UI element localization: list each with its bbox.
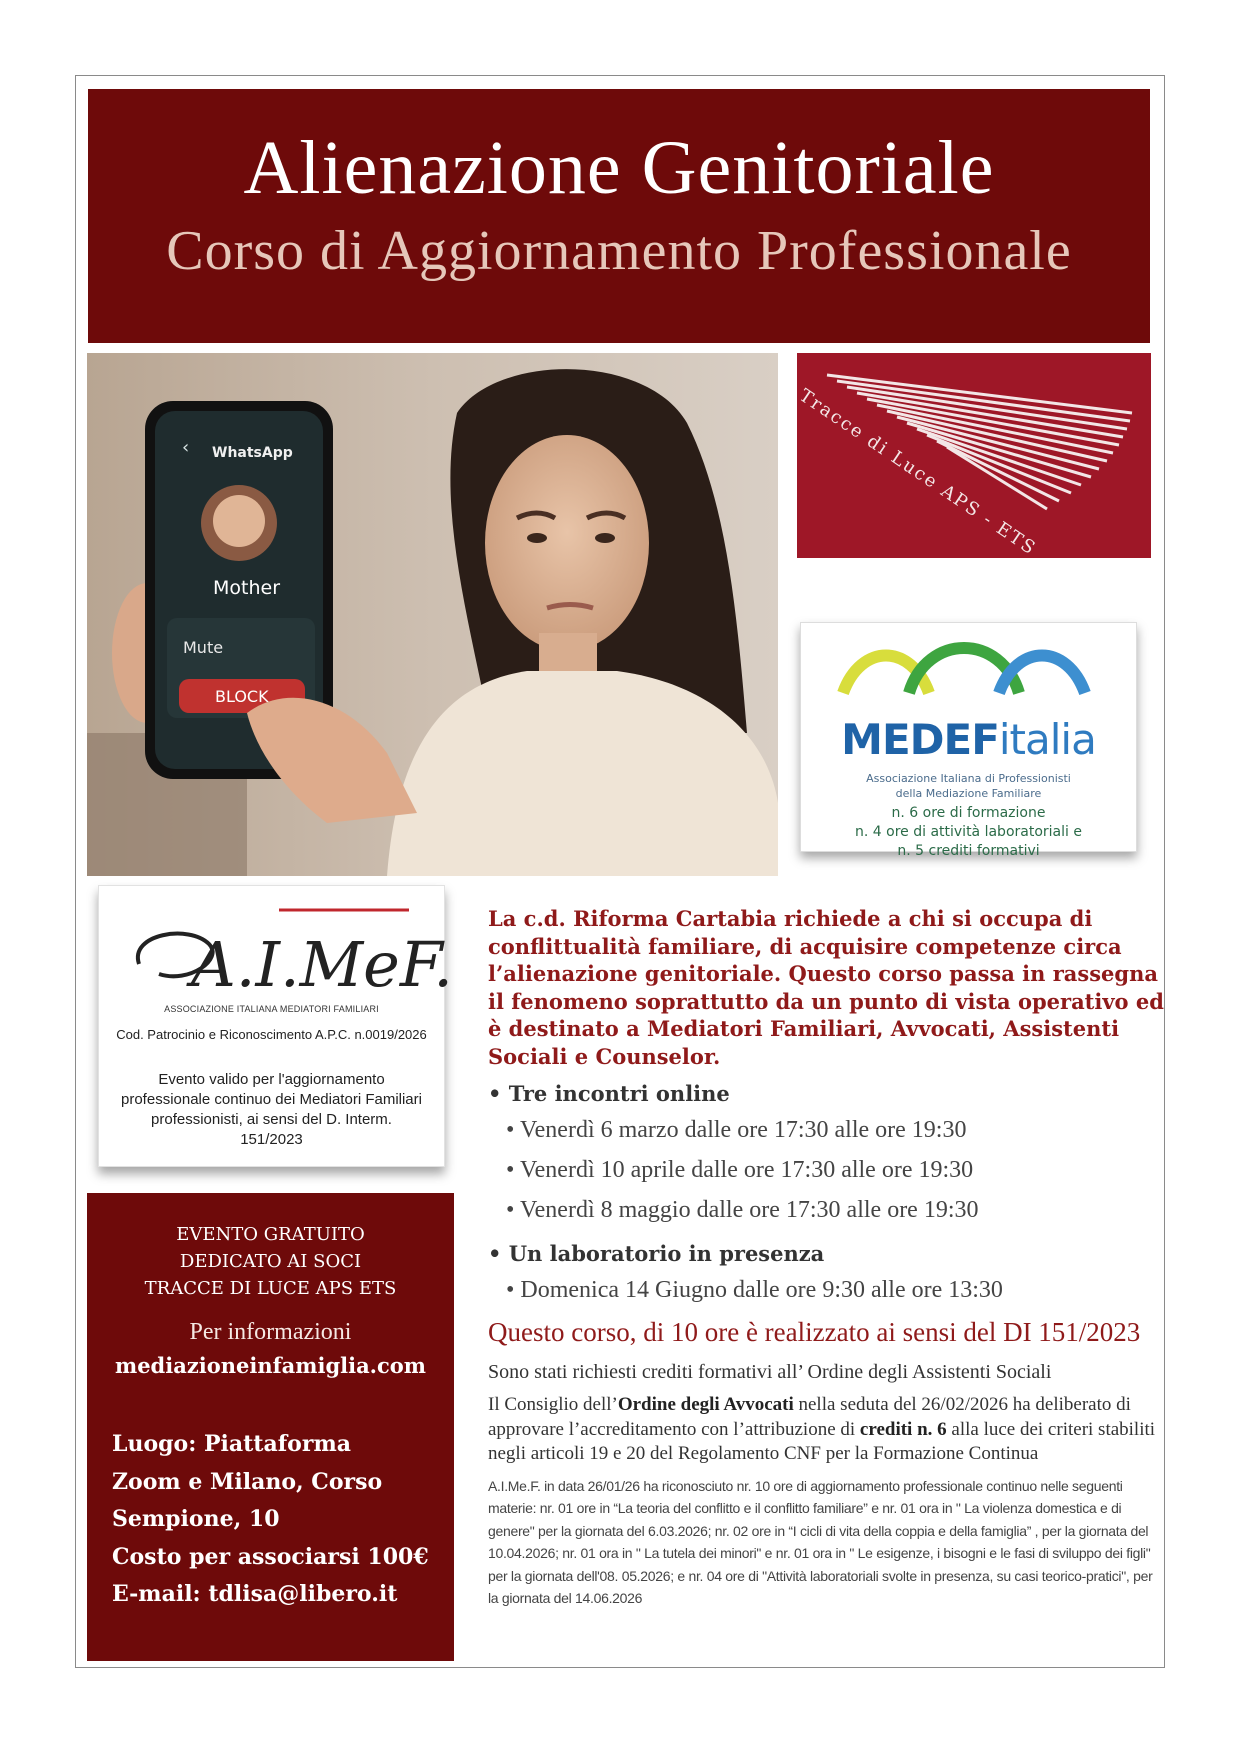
date-item: • Domenica 14 Giugno dalle ore 9:30 alle ore 13:30	[506, 1277, 1003, 1303]
lab-heading: • Un laboratorio in presenza	[488, 1241, 825, 1266]
aimef-card	[98, 885, 453, 1167]
date-item: • Venerdì 6 marzo dalle ore 17:30 alle ore 19:30	[506, 1117, 967, 1143]
info-label: Per informazioni	[189, 1319, 352, 1345]
medef-logo-text: MEDEFitalia	[841, 715, 1096, 764]
medef-italia-card	[800, 622, 1137, 859]
tracce-di-luce-logo	[797, 353, 1151, 558]
avvocati-accreditation: Il Consiglio dell’Ordine degli Avvocati nella seduta del 26/02/2026 ha deliberato di approvare l’accreditamento con l’attribuzione di crediti n. 6 alla luce dei criteri stabiliti negli articoli 19 e 20 del Regolamento CNF per la Formazione Continua	[488, 1394, 1156, 1464]
date-item: • Venerdì 8 maggio dalle ore 17:30 alle ore 19:30	[506, 1197, 979, 1223]
aimef-association: ASSOCIAZIONE ITALIANA MEDIATORI FAMILIARI	[164, 1004, 379, 1014]
mute-label: Mute	[183, 638, 224, 657]
whatsapp-label: WhatsApp	[212, 445, 293, 461]
aimef-recognition-note: A.I.Me.F. in data 26/01/26 ha riconosciuto nr. 10 ore di aggiornamento professionale continuo nelle seguenti materie: nr. 01 ore in “La teoria del conflitto e il conflitto familiare” e nr. 01 ora in " La violenza domestica e di genere" per la giornata del 6.03.2026; nr. 02 ore in “I cicli di vita della coppia e della famiglia” , per la giornata del 10.04.2026; nr. 01 ora in " La tutela dei minori" e nr. 01 ora in " Le esigenze, i bisogni e le fasi di sviluppo dei figli" per la giornata dell'08. 05.2026; e nr. 04 ore di "Attività laboratoriali svolte in presenza, su casi teorico-pratici", per la giornata del 14.06.2026	[488, 1477, 1153, 1606]
sunburst-lines-icon	[797, 353, 1151, 558]
online-heading: • Tre incontri online	[488, 1081, 730, 1106]
credits-request: Sono stati richiesti crediti formativi all’ Ordine degli Assistenti Sociali	[488, 1361, 1052, 1383]
hero-photo	[87, 353, 778, 876]
free-event-notice: EVENTO GRATUITO DEDICATO AI SOCI TRACCE DI LUCE APS ETS	[144, 1224, 397, 1299]
aimef-code: Cod. Patrocinio e Riconoscimento A.P.C. n.0019/2026	[116, 1027, 427, 1042]
svg-text:‹: ‹	[182, 437, 190, 458]
email-link[interactable]: E-mail: tdlisa@libero.it	[112, 1581, 398, 1607]
intro-paragraph: La c.d. Riforma Cartabia richiede a chi si occupa di conflittualità familiare, di acquisire competenze circa l’alienazione genitoriale. Questo corso passa in rassegna il fenomeno soprattutto da un punto di vista operativo ed è destinato a Mediatori Familiari, Avvocati, Assistenti Sociali e Counselor.	[488, 906, 1164, 1069]
tracce-logo-text: Tracce di Luce APS - ETS	[795, 385, 1041, 560]
event-details: Luogo: Piattaforma Zoom e Milano, Corso Sempione, 10 Costo per associarsi 100€ E-mail: tdlisa@libero.it	[112, 1426, 442, 1614]
lab-dates	[506, 1270, 1166, 1310]
hero-photo-illustration	[87, 353, 778, 876]
aimef-validity: Evento valido per l'aggiornamento professionale continuo dei Mediatori Familiari professionisti, ai sensi del D. Interm. 151/2023	[121, 1071, 422, 1148]
website-link[interactable]: mediazioneinfamiglia.com	[114, 1353, 427, 1378]
date-item: • Venerdì 10 aprile dalle ore 17:30 alle ore 19:30	[506, 1157, 974, 1183]
block-label: BLOCK	[215, 687, 269, 706]
medef-credits: n. 6 ore di formazione n. 4 ore di attività laboratoriali e n. 5 crediti formativi	[855, 805, 1082, 859]
contact-name: Mother	[213, 577, 281, 599]
medef-association: Associazione Italiana di Professionisti della Mediazione Familiare	[866, 772, 1071, 800]
aimef-logo	[129, 904, 453, 1001]
aimef-logo-text: A.I.MeF.	[191, 928, 453, 1001]
medef-arches-icon	[801, 623, 1136, 723]
info-box	[87, 1193, 454, 1661]
page-title: Alienazione Genitoriale	[243, 126, 995, 210]
online-dates	[506, 1110, 1166, 1230]
page-subtitle: Corso di Aggiornamento Professionale	[166, 220, 1072, 282]
header-banner	[88, 89, 1150, 343]
main-content	[488, 905, 1166, 1610]
course-note: Questo corso, di 10 ore è realizzato ai sensi del DI 151/2023	[488, 1317, 1141, 1347]
